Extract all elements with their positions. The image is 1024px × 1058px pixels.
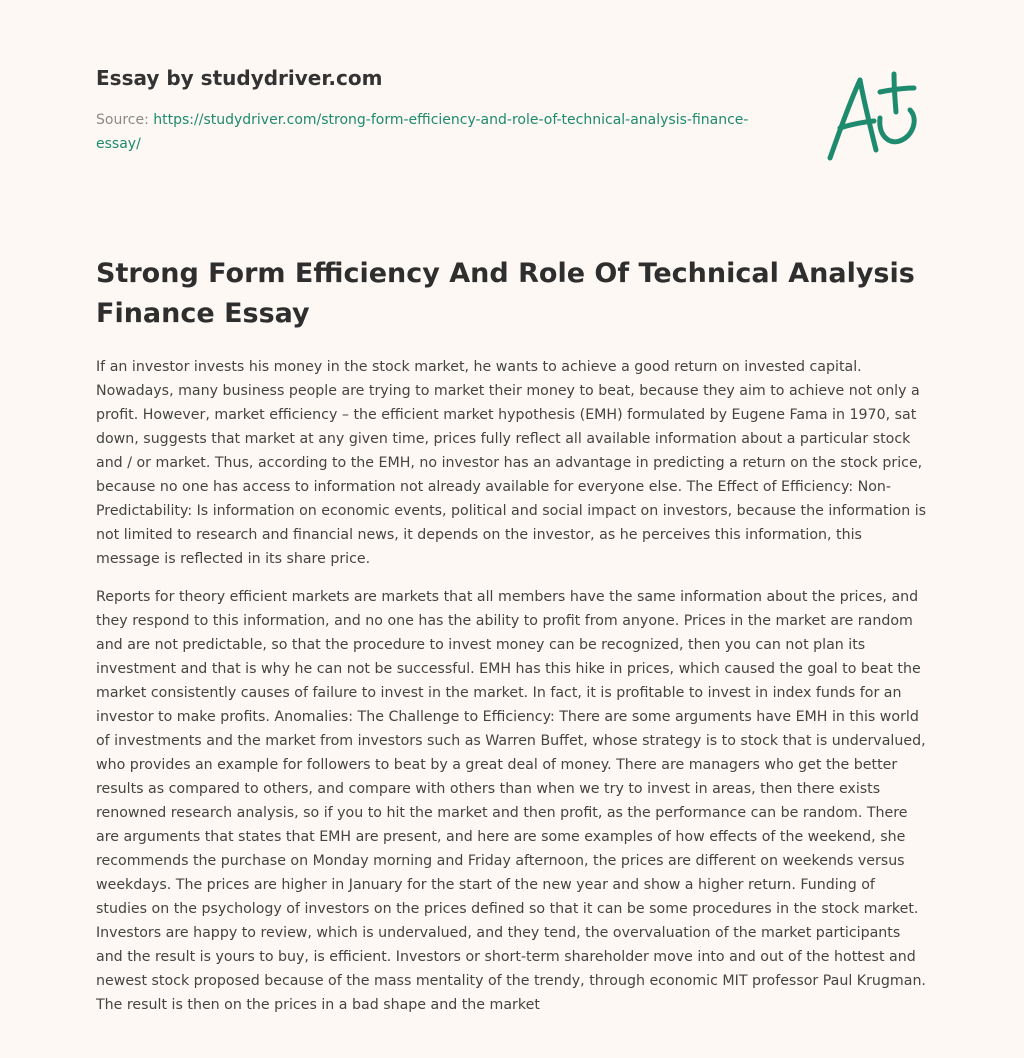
page-header (96, 62, 776, 156)
a-plus-logo-icon (818, 66, 930, 166)
article-title: Strong Form Efficiency And Role Of Technical Analysis Finance Essay (96, 258, 915, 329)
source-link[interactable]: https://studydriver.com/strong-form-efficiency-and-role-of-technical-analysis-finance-essay/ (96, 112, 749, 152)
source-line (96, 108, 776, 156)
article-paragraph: If an investor invests his money in the stock market, he wants to achieve a good return on invested capital. Nowadays, many business people are trying to market their money to beat, because they aim to achieve not only a profit. However, market efficiency – the efficient market hypothesis (EMH) formulated by Eugene Fama in 1970, sat down, suggests that market at any given time, prices fully reflect all available information about a particular stock and / or market. Thus, according to the EMH, no investor has an advantage in predicting a return on the stock price, because no one has access to information not already available for everyone else. The Effect of Efficiency: Non-Predictability: Is information on economic events, political and social impact on investors, because the information is not limited to research and financial news, it depends on the investor, as he perceives this information, this message is reflected in its share price. (96, 359, 927, 567)
site-brand: Essay by studydriver.com (96, 66, 383, 90)
article-paragraph: Reports for theory efficient markets are markets that all members have the same information about the prices, and they respond to this information, and no one has the ability to profit from anyone. Prices in the market are random and are not predictable, so that the procedure to invest money can be recognized, then you can not plan its investment and that is why he can not be successful. EMH has this hike in prices, which caused the goal to beat the market consistently causes of failure to invest in the market. In fact, it is profitable to invest in index funds for an investor to make profits. Anomalies: The Challenge to Efficiency: There are some arguments have EMH in this world of investments and the market from investors such as Warren Buffet, whose strategy is to stock that is undervalued, who provides an example for followers to beat by a great deal of money. There are managers who get the better results as compared to others, and compare with others than when we try to invest in areas, then there exists renowned research analysis, so if you to hit the market and then profit, as the performance can be random. There are arguments that states that EMH are present, and here are some examples of how effects of the weekend, she recommends the purchase on Monday morning and Friday afternoon, the prices are different on weekends versus weekdays. The prices are higher in January for the start of the new year and show a higher return. Funding of studies on the psychology of investors on the prices defined so that it can be some procedures in the stock market. Investors are happy to review, which is undervalued, and they tend, the overvaluation of the market participants and the result is yours to buy, is efficient. Investors or short-term shareholder move into and out of the hottest and newest stock proposed because of the mass mentality of the trendy, through economic MIT professor Paul Krugman. The result is then on the prices in a bad shape and the market (96, 589, 926, 1013)
a-plus-logo (818, 66, 930, 166)
source-label: Source: (96, 112, 149, 128)
article-body (96, 355, 930, 1031)
